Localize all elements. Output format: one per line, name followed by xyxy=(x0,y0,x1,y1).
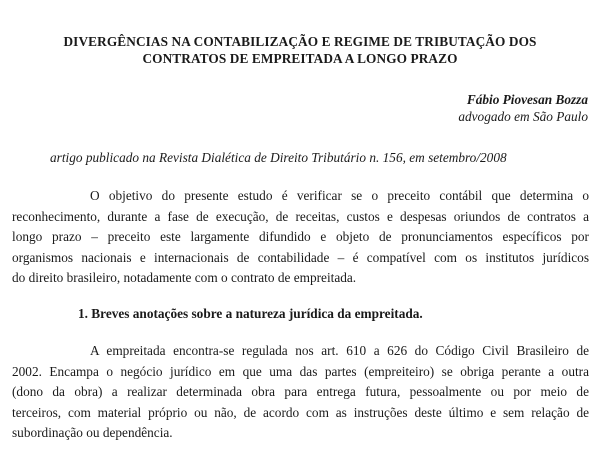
document-title xyxy=(10,33,590,67)
section-paragraph xyxy=(12,341,589,444)
paragraph-line: O objetivo do presente estudo é verificar se o preceito contábil que determina o xyxy=(90,188,589,203)
paragraph-line: reconhecimento, durante a fase de execução, de receitas, custos e despesas oriundos de contratos a xyxy=(12,208,589,224)
paragraph-line: A empreitada encontra-se regulada nos art. 610 a 626 do Código Civil Brasileiro de xyxy=(90,343,589,358)
title-line-1: DIVERGÊNCIAS NA CONTABILIZAÇÃO E REGIME DE TRIBUTAÇÃO DOS xyxy=(63,34,537,49)
author-role: advogado em São Paulo xyxy=(458,109,588,124)
publication-citation: artigo publicado na Revista Dialética de Direito Tributário n. 156, em setembro/2008 xyxy=(50,150,507,165)
author-block xyxy=(458,91,588,125)
paragraph-line: do direito brasileiro, notadamente com o contrato de empreitada. xyxy=(12,270,357,286)
section-heading: 1. Breves anotações sobre a natureza jurídica da empreitada. xyxy=(78,306,423,321)
intro-paragraph xyxy=(12,186,589,289)
paragraph-line: organismos nacionais e internacionais de contabilidade – é compatível com os institutos jurídicos xyxy=(12,249,589,265)
paragraph-line: longo prazo – preceito este largamente difundido e objeto de pronunciamentos específicos por xyxy=(12,229,589,245)
paragraph-line: (dono da obra) a realizar determinada obra para entrega futura, pessoalmente ou por meio de xyxy=(12,384,589,400)
title-line-2: CONTRATOS DE EMPREITADA A LONGO PRAZO xyxy=(142,51,458,66)
paragraph-line: terceiros, com material próprio ou não, de acordo com as instruções deste último e sem relação de xyxy=(12,404,589,420)
paragraph-line: 2002. Encampa o negócio jurídico em que uma das partes (empreiteiro) se obriga perante a outra xyxy=(12,363,589,379)
author-name: Fábio Piovesan Bozza xyxy=(466,92,588,107)
paragraph-line: subordinação ou dependência. xyxy=(12,425,173,441)
